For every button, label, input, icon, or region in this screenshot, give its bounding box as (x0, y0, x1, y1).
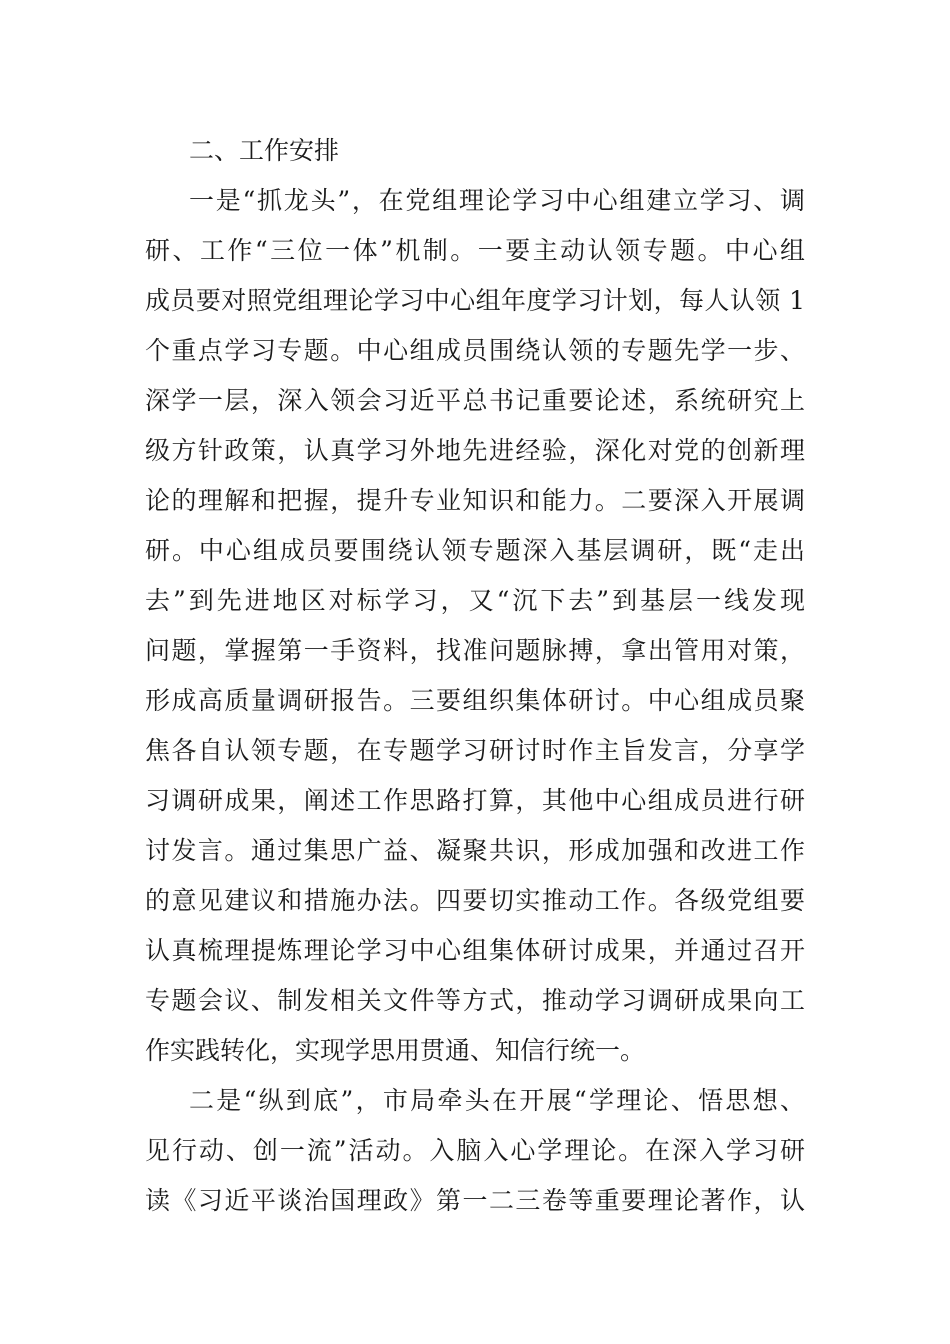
paragraph-line: 读《习近平谈治国理政》第一二三卷等重要理论著作，认 (145, 1186, 805, 1215)
paragraph-line: 作实践转化，实现学思用贯通、知信行统一。 (145, 1036, 646, 1065)
document-body (145, 126, 805, 1226)
paragraph-line: 形成高质量调研报告。三要组织集体研讨。中心组成员聚 (145, 686, 805, 715)
paragraph-line: 研。中心组成员要围绕认领专题深入基层调研，既“走出 (145, 536, 805, 565)
paragraph-2 (145, 1076, 805, 1226)
paragraph-line: 专题会议、制发相关文件等方式，推动学习调研成果向工 (145, 986, 805, 1015)
paragraph-line: 焦各自认领专题，在专题学习研讨时作主旨发言，分享学 (145, 736, 805, 765)
paragraph-line: 个重点学习专题。中心组成员围绕认领的专题先学一步、 (145, 336, 805, 365)
paragraph-line: 成员要对照党组理论学习中心组年度学习计划，每人认领 1 (145, 286, 805, 315)
paragraph-line: 论的理解和把握，提升专业知识和能力。二要深入开展调 (145, 486, 805, 515)
paragraph-line: 的意见建议和措施办法。四要切实推动工作。各级党组要 (145, 886, 805, 915)
paragraph-line: 二是“纵到底”，市局牵头在开展“学理论、悟思想、 (189, 1086, 805, 1115)
section-heading: 二、工作安排 (189, 136, 340, 165)
paragraph-line: 深学一层，深入领会习近平总书记重要论述，系统研究上 (145, 386, 805, 415)
paragraph-line: 级方针政策，认真学习外地先进经验，深化对党的创新理 (145, 436, 805, 465)
paragraph-line: 认真梳理提炼理论学习中心组集体研讨成果，并通过召开 (145, 936, 805, 965)
paragraph-line: 讨发言。通过集思广益、凝聚共识，形成加强和改进工作 (145, 836, 805, 865)
paragraph-line: 去”到先进地区对标学习，又“沉下去”到基层一线发现 (145, 586, 805, 615)
paragraph-line: 问题，掌握第一手资料，找准问题脉搏，拿出管用对策， (145, 636, 805, 665)
paragraph-line: 见行动、创一流”活动。入脑入心学理论。在深入学习研 (145, 1136, 805, 1165)
paragraph-1 (145, 176, 805, 1076)
paragraph-line: 研、工作“三位一体”机制。一要主动认领专题。中心组 (145, 236, 805, 265)
paragraph-line: 习调研成果，阐述工作思路打算，其他中心组成员进行研 (145, 786, 805, 815)
paragraph-line: 一是“抓龙头”，在党组理论学习中心组建立学习、调 (189, 186, 805, 215)
